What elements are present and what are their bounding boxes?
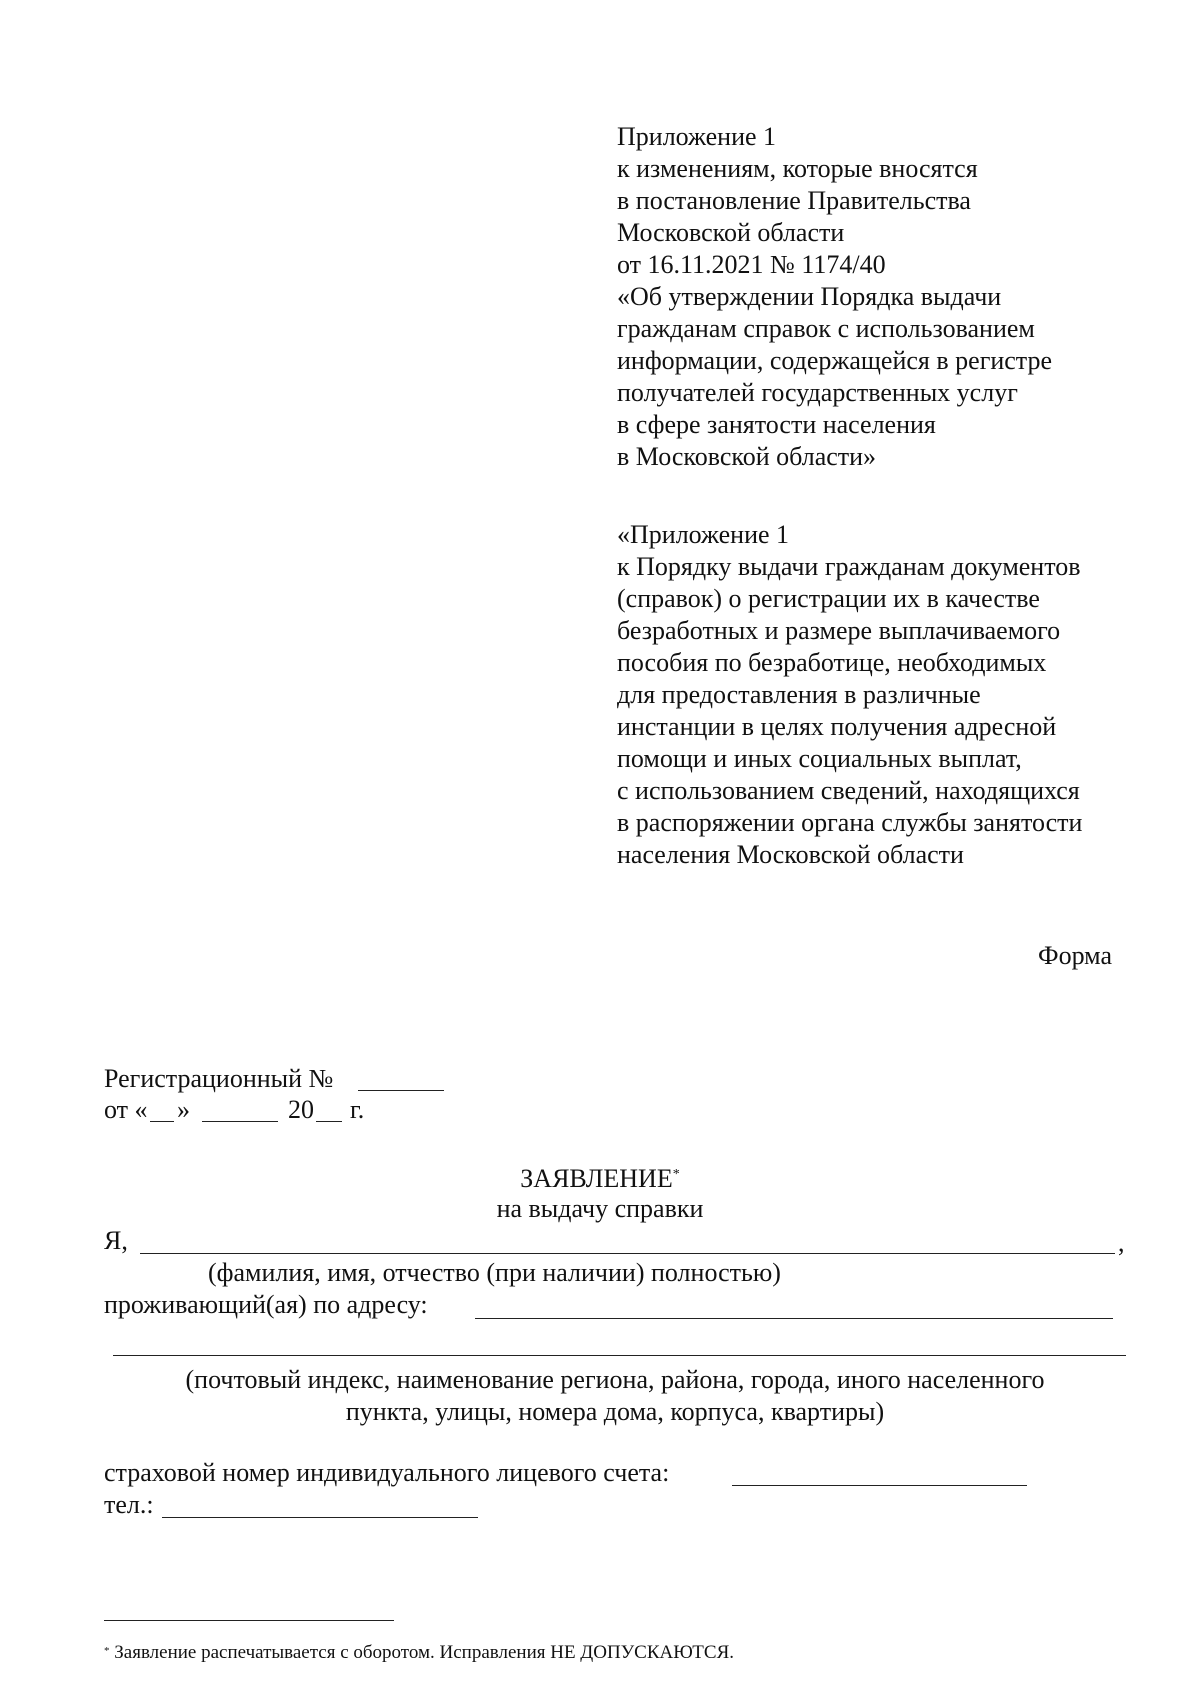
address-field-2[interactable]	[113, 1355, 1126, 1356]
year-prefix: 20	[288, 1095, 314, 1124]
document-subtitle: на выдачу справки	[496, 1194, 704, 1223]
appendix-header-line: информации, содержащейся в регистре	[617, 346, 1053, 375]
date-prefix: от «	[104, 1095, 148, 1124]
order-appendix-line: для предоставления в различные	[617, 680, 981, 709]
address-label: проживающий(ая) по адресу:	[104, 1290, 428, 1319]
footnote-mark: *	[104, 1645, 110, 1657]
appendix-header-line: «Об утверждении Порядка выдачи	[617, 282, 1002, 311]
registration-number-label: Регистрационный №	[104, 1064, 334, 1093]
date-year-field[interactable]	[316, 1121, 342, 1122]
title-footnote-mark: *	[672, 1167, 680, 1182]
footnote	[104, 1641, 734, 1665]
address-field-1[interactable]	[475, 1318, 1113, 1319]
snils-field[interactable]	[732, 1485, 1027, 1486]
form-label: Форма	[1038, 941, 1112, 970]
footnote-text: Заявление распечатывается с оборотом. Исправления НЕ ДОПУСКАЮТСЯ.	[114, 1642, 734, 1663]
appendix-header	[617, 121, 1052, 473]
registration-number-field[interactable]	[358, 1090, 444, 1091]
title-text: ЗАЯВЛЕНИЕ	[520, 1164, 673, 1193]
footnote-separator	[104, 1620, 394, 1621]
applicant-name-hint: (фамилия, имя, отчество (при наличии) полностью)	[208, 1258, 781, 1287]
order-appendix-line: с использованием сведений, находящихся	[617, 776, 1080, 805]
date-close-quote: »	[177, 1095, 190, 1124]
applicant-name-field[interactable]	[140, 1253, 1115, 1254]
appendix-header-line: Приложение 1	[617, 122, 777, 151]
date-month-field[interactable]	[202, 1121, 278, 1122]
order-appendix-line: пособия по безработице, необходимых	[617, 648, 1047, 677]
order-appendix-line: «Приложение 1	[617, 520, 790, 549]
order-appendix-line: помощи и иных социальных выплат,	[617, 744, 1022, 773]
order-appendix-line: населения Московской области	[617, 840, 964, 869]
phone-label: тел.:	[104, 1490, 154, 1519]
document-title	[0, 1163, 1200, 1195]
snils-label: страховой номер индивидуального лицевого счета:	[104, 1458, 670, 1487]
appendix-header-line: получателей государственных услуг	[617, 378, 1018, 407]
order-appendix	[617, 519, 1082, 871]
appendix-header-line: от 16.11.2021 № 1174/40	[617, 250, 886, 279]
year-suffix: г.	[350, 1095, 365, 1124]
appendix-header-line: в постановление Правительства	[617, 186, 971, 215]
order-appendix-line: безработных и размере выплачиваемого	[617, 616, 1061, 645]
appendix-header-line: Московской области	[617, 218, 845, 247]
address-hint-1: (почтовый индекс, наименование региона, района, города, иного населенного	[185, 1365, 1045, 1394]
phone-field[interactable]	[162, 1517, 478, 1518]
applicant-prefix: Я,	[104, 1226, 128, 1255]
appendix-header-line: в Московской области»	[617, 442, 877, 471]
address-hint-2: пункта, улицы, номера дома, корпуса, квартиры)	[345, 1397, 885, 1426]
applicant-suffix: ,	[1118, 1228, 1125, 1257]
date-day-field[interactable]	[150, 1121, 174, 1122]
order-appendix-line: (справок) о регистрации их в качестве	[617, 584, 1040, 613]
order-appendix-line: к Порядку выдачи гражданам документов	[617, 552, 1081, 581]
order-appendix-line: в распоряжении органа службы занятости	[617, 808, 1083, 837]
appendix-header-line: к изменениям, которые вносятся	[617, 154, 978, 183]
appendix-header-line: гражданам справок с использованием	[617, 314, 1035, 343]
appendix-header-line: в сфере занятости населения	[617, 410, 936, 439]
order-appendix-line: инстанции в целях получения адресной	[617, 712, 1057, 741]
